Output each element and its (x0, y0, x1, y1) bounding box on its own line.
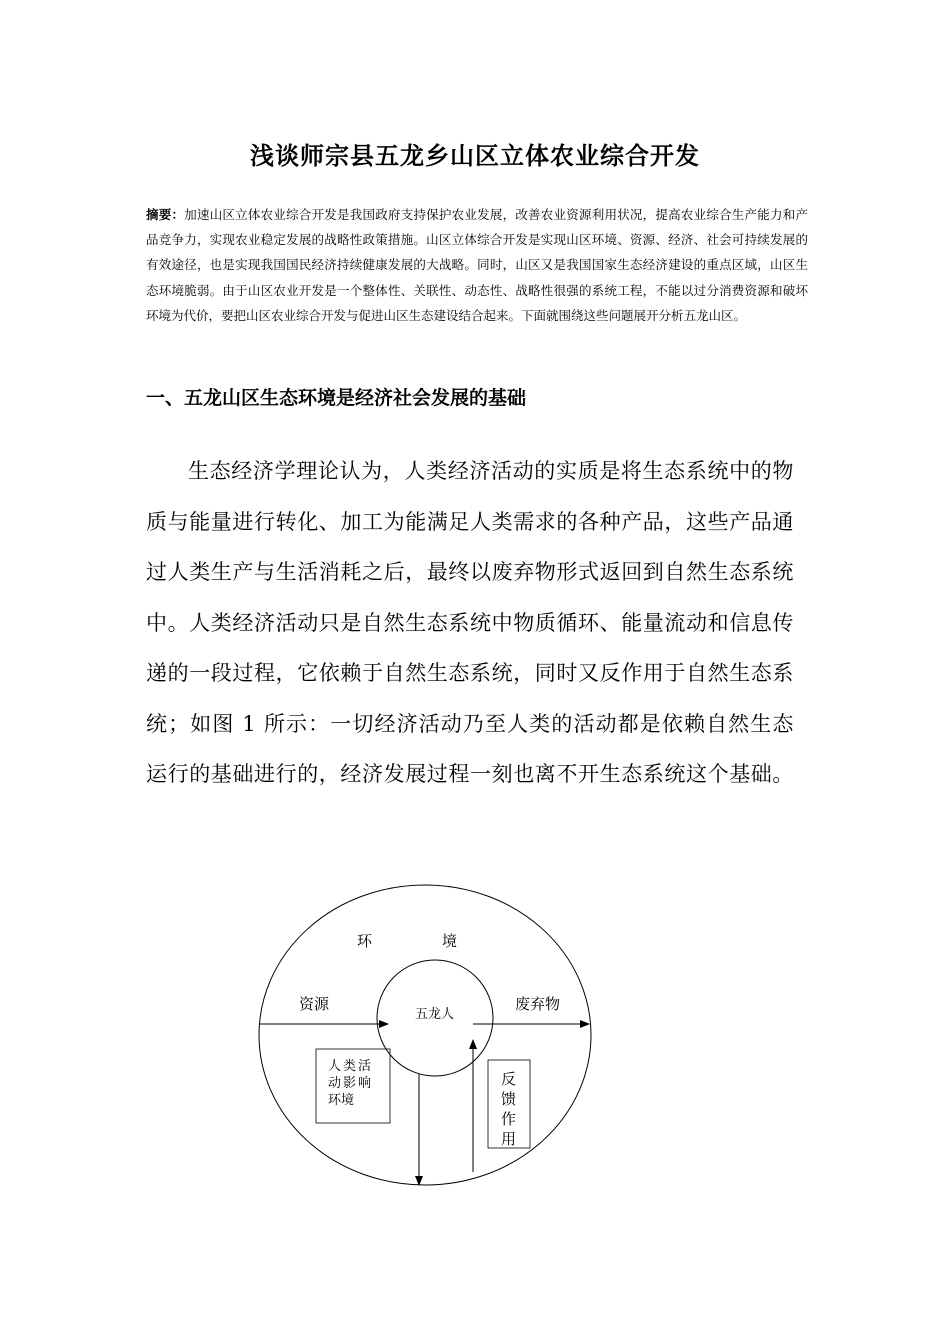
waste-label: 废弃物 (515, 995, 561, 1013)
feedback-label-4: 用 (501, 1130, 517, 1148)
feedback-label-3: 作 (501, 1110, 517, 1128)
impact-label-1: 人类活 (328, 1059, 374, 1074)
section-heading: 一、五龙山区生态环境是经济社会发展的基础 (146, 387, 527, 409)
abstract-text: 加速山区立体农业综合开发是我国政府支持保护农业发展，改善农业资源利用状况，提高农业综合生产能力和产品竞争力，实现农业稳定发展的战略性政策措施。山区立体综合开发是实现山区环境、资源、经济、社会可持续发展的有效途径，也是实现我国国民经济持续健康发展的大战略。同时，山区又是我国国家生态经济建设的重点区域，山区生态环境脆弱。由于山区农业开发是一个整体性、关联性、动态性、战略性很强的系统工程，不能以过分消费资源和破坏环境为代价，要把山区农业综合开发与促进山区生态建设结合起来。下面就围绕这些问题展开分析五龙山区。 (146, 207, 808, 323)
abstract (146, 202, 808, 328)
page-title: 浅谈师宗县五龙乡山区立体农业综合开发 (250, 141, 700, 170)
feedback-label-2: 馈 (501, 1090, 517, 1108)
environment-ellipse (259, 885, 591, 1185)
impact-label-3: 环境 (328, 1093, 355, 1108)
center-label: 五龙人 (415, 1007, 455, 1022)
feedback-label-1: 反 (501, 1070, 517, 1088)
resource-label: 资源 (299, 995, 330, 1013)
env-label-1: 环 (357, 932, 373, 950)
body-paragraph: 生态经济学理论认为，人类经济活动的实质是将生态系统中的物质与能量进行转化、加工为能满足人类需求的各种产品，这些产品通过人类生产与生活消耗之后，最终以废弃物形式返回到自然生态系统中。人类经济活动只是自然生态系统中物质循环、能量流动和信息传递的一段过程，它依赖于自然生态系统，同时又反作用于自然生态系统；如图 1 所示：一切经济活动乃至人类的活动都是依赖自然生态运行的基础进行的，经济发展过程一刻也离不开生态系统这个基础。 (146, 459, 794, 786)
abstract-label: 摘要： (146, 207, 185, 222)
impact-label-2: 动影响 (328, 1076, 374, 1091)
ecology-diagram (245, 880, 605, 1200)
env-label-2: 境 (442, 932, 458, 950)
